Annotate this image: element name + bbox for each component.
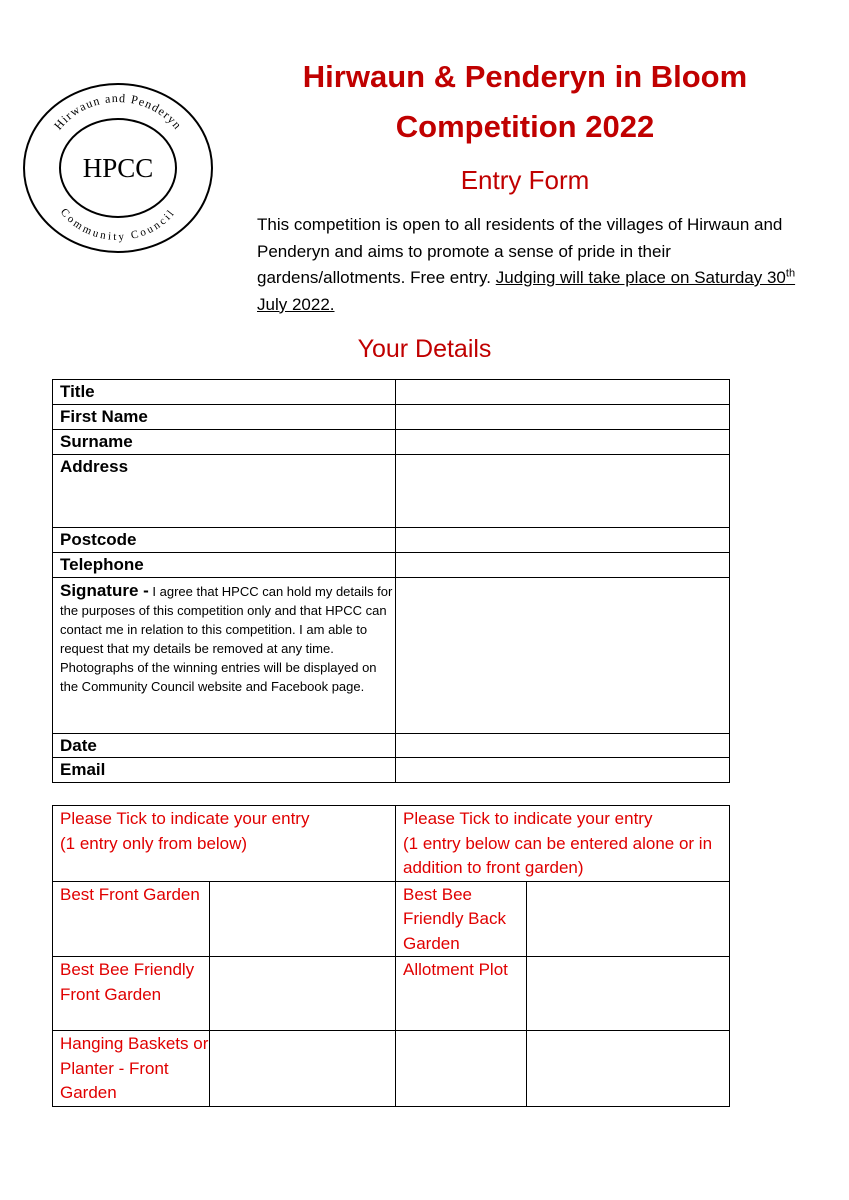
intro-text: This competition is open to all residents of the villages of Hirwaun and Penderyn and aims to promote a sense of pride in their gardens/allotments. Free entry. [257,215,783,287]
telephone-label: Telephone [53,553,396,578]
first-name-field[interactable] [396,405,730,430]
best-front-garden-tick-box[interactable] [210,881,396,957]
form-subtitle: Entry Form [460,165,590,195]
surname-label: Surname [53,430,396,455]
page-title-line2: Competition 2022 [395,109,655,144]
allotment-plot-tick-box[interactable] [527,957,730,1031]
best-front-garden-label: Best Front Garden [53,881,210,957]
postcode-label: Postcode [53,528,396,553]
your-details-table [52,379,730,783]
right-entry-instructions: Please Tick to indicate your entry (1 entry below can be entered alone or in addition to front garden) [396,806,730,882]
email-field[interactable] [396,758,730,783]
first-name-label: First Name [53,405,396,430]
title-field[interactable] [396,380,730,405]
date-label: Date [53,734,396,758]
judging-date-text: Judging will take place on Saturday 30th July 2022. [257,267,796,314]
signature-label: Signature - [60,581,149,600]
date-field[interactable] [396,734,730,758]
signature-consent-cell [53,578,396,734]
title-label: Title [53,380,396,405]
signature-field[interactable] [396,578,730,734]
surname-field[interactable] [396,430,730,455]
allotment-plot-label: Allotment Plot [396,957,527,1031]
logo-abbreviation: HPCC [82,153,154,183]
entry-category-table [52,805,730,1107]
page-title-line1: Hirwaun & Penderyn in Bloom [302,59,748,94]
postcode-field[interactable] [396,528,730,553]
signature-consent-text: I agree that HPCC can hold my details for the purposes of this competition only and that HPCC can contact me in relation to this competition. I am able to request that my details be removed at any time. Photographs of the winning entries will be displayed on the Community Council website and Facebook page. [60,584,393,694]
intro-paragraph [257,212,805,318]
best-bee-friendly-back-garden-tick-box[interactable] [527,881,730,957]
best-bee-friendly-front-garden-label: Best Bee Friendly Front Garden [53,957,210,1031]
hpcc-logo [22,82,214,254]
logo-arc-top-text: Hirwaun and Penderyn [51,90,186,133]
hanging-baskets-tick-box[interactable] [210,1031,396,1107]
address-field[interactable] [396,455,730,528]
email-label: Email [53,758,396,783]
best-bee-friendly-front-garden-tick-box[interactable] [210,957,396,1031]
telephone-field[interactable] [396,553,730,578]
logo-arc-bottom-text: Community Council [57,206,179,244]
hanging-baskets-label: Hanging Baskets or Planter - Front Garden [53,1031,210,1107]
empty-cell [396,1031,527,1107]
address-label: Address [53,455,396,528]
left-entry-instructions: Please Tick to indicate your entry (1 entry only from below) [53,806,396,882]
best-bee-friendly-back-garden-label: Best Bee Friendly Back Garden [396,881,527,957]
empty-cell [527,1031,730,1107]
your-details-heading: Your Details [357,335,492,363]
